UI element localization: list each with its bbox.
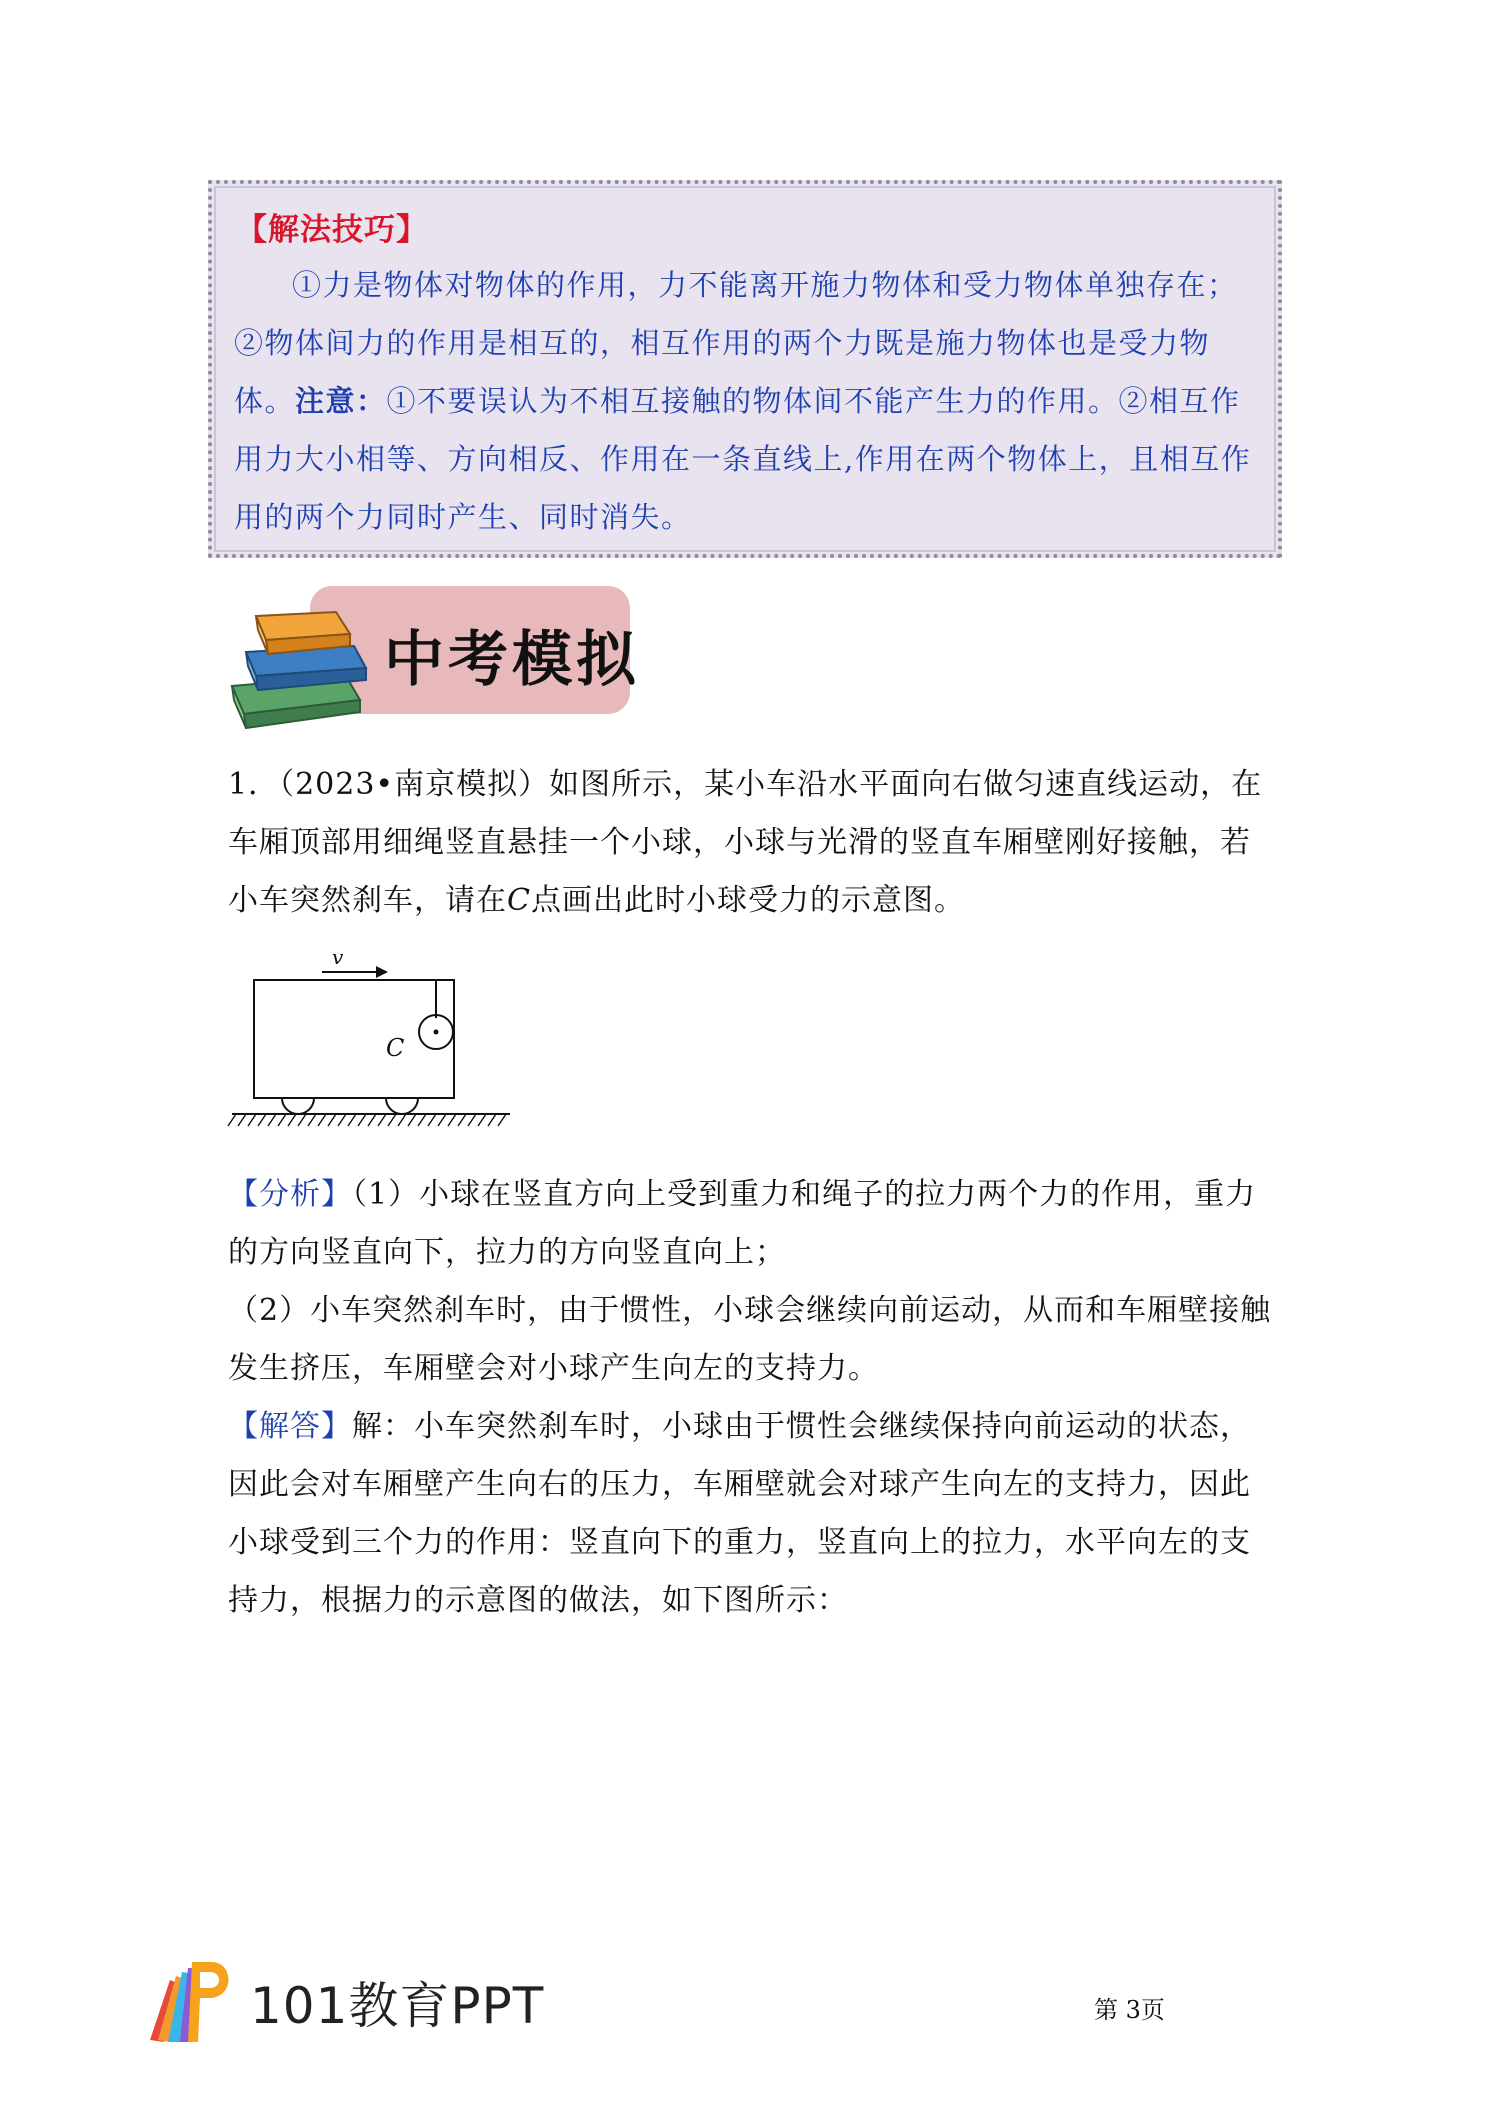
ball-center xyxy=(434,1030,439,1035)
velocity-arrowhead xyxy=(376,966,388,978)
tip-title: 【解法技巧】 xyxy=(236,212,428,248)
analysis-tag: 【分析】 xyxy=(228,1177,352,1212)
ground-hatch xyxy=(228,1114,506,1126)
analysis-text-1: （1）小球在竖直方向上受到重力和绳子的拉力两个力的作用，重力的方向竖直向下，拉力的方向竖直向上； xyxy=(228,1177,1257,1270)
cart-diagram xyxy=(226,940,526,1140)
logo-text: 101教育PPT xyxy=(250,1977,545,2035)
books-icon xyxy=(226,600,376,740)
answer-text: 解：小车突然刹车时，小球由于惯性会继续保持向前运动的状态，因此会对车厢壁产生向右的压力，车厢壁就会对球产生向左的支持力，因此小球受到三个力的作用：竖直向下的重力，竖直向上的拉力，水平向左的支持力，根据力的示意图的做法，如下图所示： xyxy=(228,1409,1251,1618)
question-text-2: 点画出此时小球受力的示意图。 xyxy=(530,883,965,918)
wheel-left xyxy=(282,1098,314,1114)
tip-text-1: ①力是物体对物体的作用，力不能离开施力物体和受力物体单独存在；②物体间力的作用是相互的，相互作用的两个力既是施力物体也是受力物体。 xyxy=(234,268,1238,418)
tip-note-label: 注意： xyxy=(295,384,387,418)
cart-body xyxy=(254,980,454,1098)
question-text xyxy=(228,756,1272,930)
analysis-paragraph-1 xyxy=(228,1166,1272,1282)
question-point-label: C xyxy=(507,883,531,918)
tip-box xyxy=(208,180,1282,558)
page-number: 第 3页 xyxy=(1094,1996,1165,2024)
logo-icon xyxy=(140,1950,240,2050)
section-title: 中考模拟 xyxy=(384,625,640,695)
question-text-1: 1．（2023•南京模拟）如图所示，某小车沿水平面向右做匀速直线运动，在车厢顶部用细绳竖直悬挂一个小球，小球与光滑的竖直车厢壁刚好接触，若小车突然刹车，请在 xyxy=(228,767,1263,918)
tip-body xyxy=(234,256,1266,546)
wheel-right xyxy=(386,1098,418,1114)
answer-tag: 【解答】 xyxy=(228,1409,352,1444)
velocity-label: v xyxy=(332,945,344,969)
analysis-paragraph-2: （2）小车突然刹车时，由于惯性，小球会继续向前运动，从而和车厢壁接触发生挤压，车厢壁会对小球产生向左的支持力。 xyxy=(228,1293,1272,1386)
point-c-label: C xyxy=(386,1034,405,1062)
answer-paragraph xyxy=(228,1398,1272,1630)
tip-text-2: ①不要误认为不相互接触的物体间不能产生力的作用。②相互作用力大小相等、方向相反、作用在一条直线上,作用在两个物体上，且相互作用的两个力同时产生、同时消失。 xyxy=(234,384,1252,534)
